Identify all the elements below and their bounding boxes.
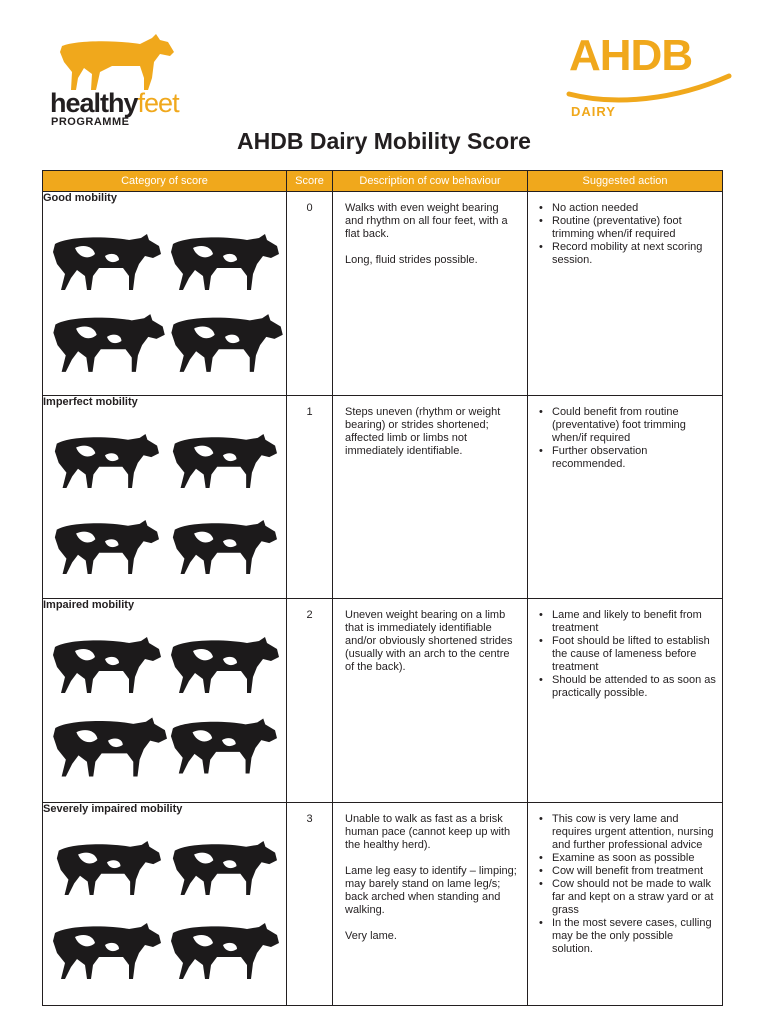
healthy-feet-wordmark: healthyfeet [50,88,179,118]
header-action: Suggested action [528,171,723,192]
score-cell: 2 [287,599,333,803]
action-item: • Lame and likely to benefit from treatment [538,609,716,635]
cow-image [51,430,159,492]
action-item: • Should be attended to as soon as practically possible. [538,674,716,700]
table-row [43,802,723,1006]
action-item: • Record mobility at next scoring session. [538,241,716,267]
dairy-label: DAIRY [571,104,616,119]
cow-image [51,516,159,578]
action-item: • Cow will benefit from treatment [538,865,716,878]
mobility-score-table [42,170,723,1006]
programme-label: PROGRAMME [51,116,130,128]
action-item: • This cow is very lame and requires urgent attention, nursing and further professional advice [538,813,716,852]
table-row [43,192,723,396]
cow-photos [47,633,283,793]
score-cell: 3 [287,802,333,1006]
category-cell [43,395,287,599]
description-cell: Unable to walk as fast as a brisk human pace (cannot keep up with the healthy herd). Lame leg easy to identify – limping; may barely stand on lame leg/s; back arched when standing and walking. Very lame. [333,802,528,1006]
healthy-feet-logo [50,30,200,130]
category-label: Imperfect mobility [43,395,138,408]
action-item: • In the most severe cases, culling may be the only possible solution. [538,917,716,956]
header-category: Category of score [43,171,287,192]
action-item: • Could benefit from routine (preventative) foot trimming when/if required [538,406,716,445]
cow-image [167,713,277,779]
cow-image [167,230,279,294]
cow-photos [47,430,283,590]
ahdb-wordmark: AHDB [569,31,693,80]
table-header-row [43,171,723,192]
description-cell: Walks with even weight bearing and rhythm on all four feet, with a flat back. Long, fluid strides possible. [333,192,528,396]
cow-image [165,633,281,697]
action-item: • No action needed [538,202,716,215]
cow-image [167,915,279,987]
cow-image [169,430,277,492]
ahdb-logo [565,30,735,125]
cow-image [167,310,283,376]
description-cell: Uneven weight bearing on a limb that is immediately identifiable and/or obviously shortened strides (usually with an arch to the centre of the back). [333,599,528,803]
action-cell [528,395,723,599]
score-cell: 1 [287,395,333,599]
action-item: • Examine as soon as possible [538,852,716,865]
category-cell [43,599,287,803]
action-cell [528,192,723,396]
header-score: Score [287,171,333,192]
cow-image [49,633,161,697]
cow-image [169,837,277,899]
action-item: • Cow should not be made to walk far and kept on a straw yard or at grass [538,878,716,917]
category-cell [43,192,287,396]
cow-logo-icon [56,32,176,92]
action-item: • Foot should be lifted to establish the cause of lameness before treatment [538,635,716,674]
cow-photos [47,226,283,386]
cow-image [49,713,167,781]
action-cell [528,599,723,803]
cow-image [49,230,161,294]
category-cell [43,802,287,1006]
table-row [43,395,723,599]
action-cell [528,802,723,1006]
table-row [43,599,723,803]
category-label: Severely impaired mobility [43,802,183,815]
score-cell: 0 [287,192,333,396]
description-cell: Steps uneven (rhythm or weight bearing) or strides shortened; affected limb or limbs not immediately identifiable. [333,395,528,599]
cow-photos [47,837,283,997]
category-label: Good mobility [43,192,117,204]
cow-image [53,837,161,899]
cow-image [49,915,161,987]
swoosh-icon [565,70,735,104]
cow-image [169,516,277,578]
action-item: • Further observation recommended. [538,445,716,471]
page-title: AHDB Dairy Mobility Score [237,128,531,154]
header-description: Description of cow behaviour [333,171,528,192]
cow-image [49,310,165,376]
category-label: Impaired mobility [43,599,135,611]
action-item: • Routine (preventative) foot trimming when/if required [538,215,716,241]
